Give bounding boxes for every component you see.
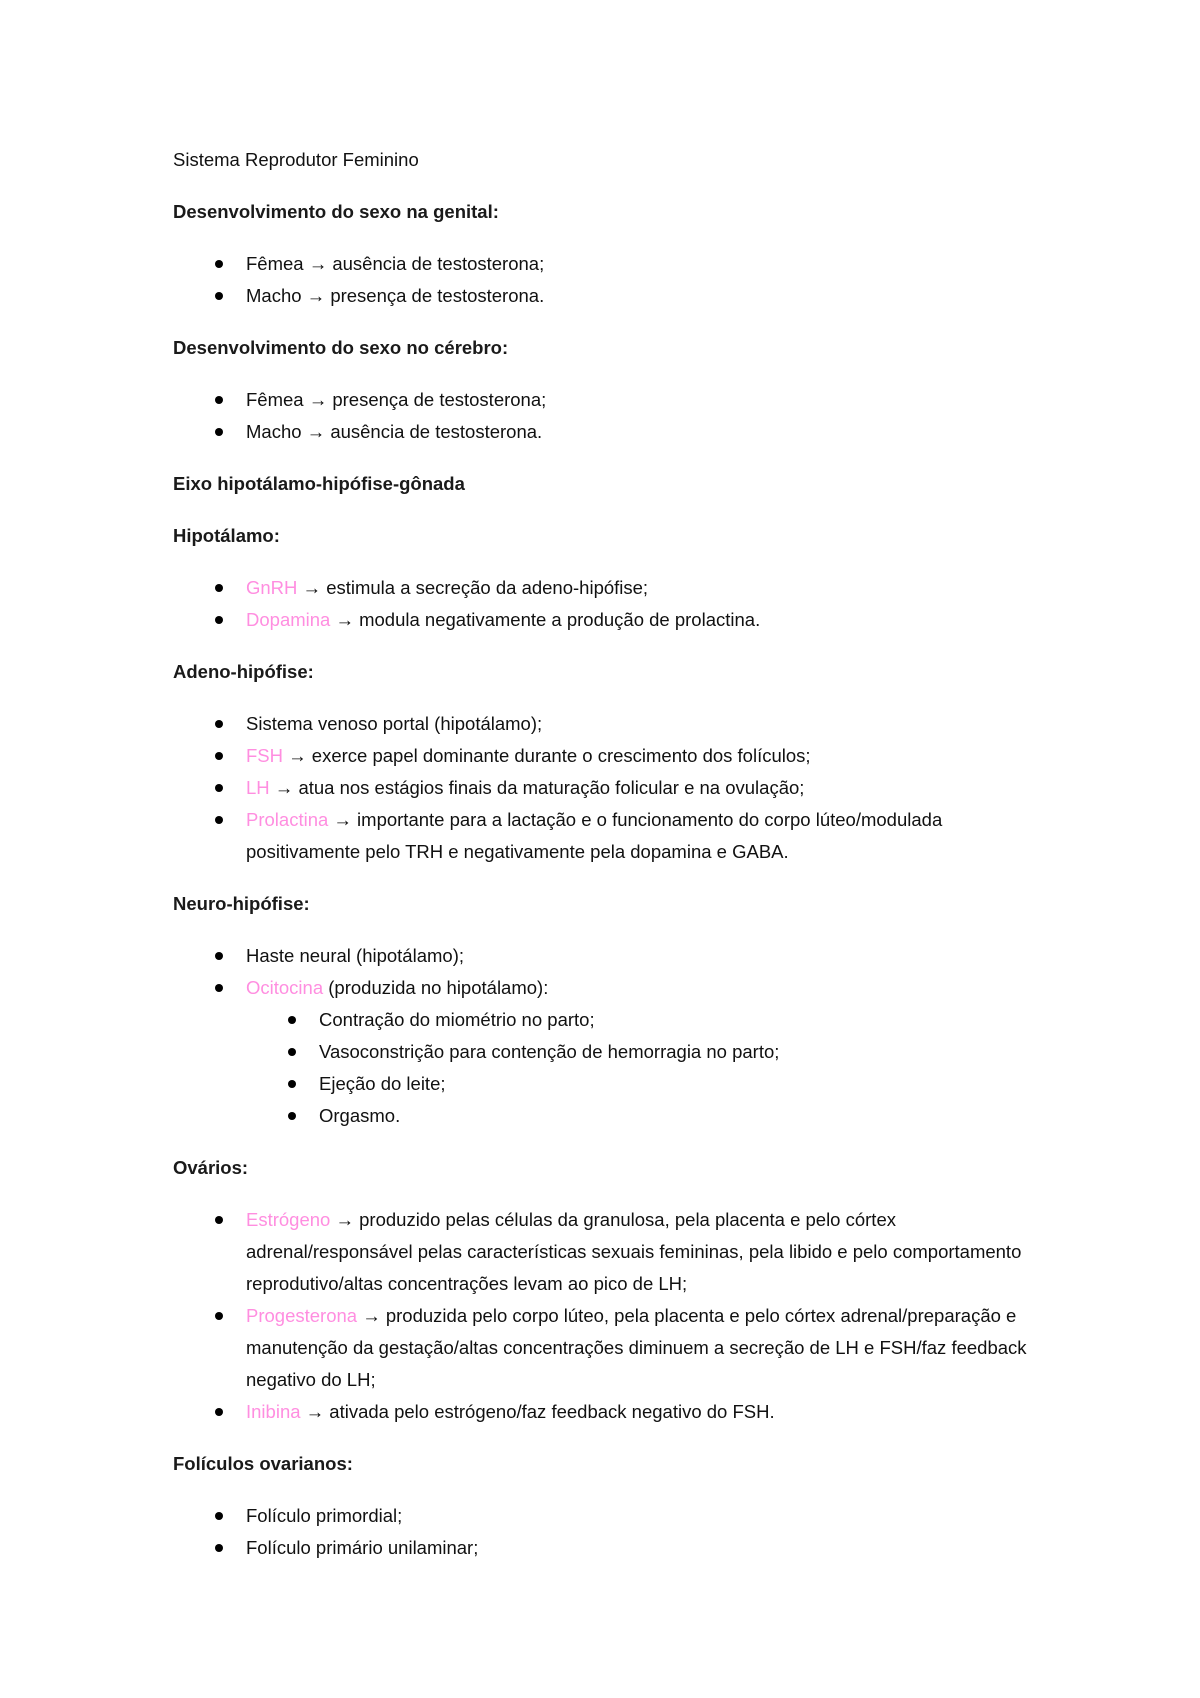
heading-adeno: Adeno-hipófise: [173, 661, 314, 682]
document-title: Sistema Reprodutor Feminino [173, 149, 419, 170]
list-genital [173, 248, 1053, 312]
list-item [173, 804, 1053, 868]
list-item: Folículo primário unilaminar; [173, 1532, 1053, 1564]
highlighted-term: Ocitocina [246, 977, 324, 998]
term: Fêmea [246, 389, 304, 410]
sublist-item: Vasoconstrição para contenção de hemorragia no parto; [246, 1036, 1053, 1068]
list-item [173, 972, 1053, 1132]
item-text: importante para a lactação e o funcionamento do corpo lúteo/modulada positivamente pelo TRH e negativamente pela dopamina e GABA. [246, 809, 943, 862]
item-text: presença de testosterona. [330, 285, 545, 306]
item-text: produzida pelo corpo lúteo, pela placenta e pelo córtex adrenal/preparação e manutenção da gestação/altas concentrações diminuem a secreção de LH e FSH/faz feedback negativo do LH; [246, 1305, 1027, 1390]
term: Macho [246, 285, 302, 306]
item-text: produzido pelas células da granulosa, pela placenta e pelo córtex adrenal/responsável pelas características sexuais femininas, pela libido e pelo comportamento reprodutivo/altas concentrações levam ao pico de LH; [246, 1209, 1022, 1294]
list-ovarios [173, 1204, 1053, 1428]
item-text: modula negativamente a produção de prolactina. [359, 609, 761, 630]
arrow-right-icon: → [305, 1401, 325, 1422]
arrow-right-icon: → [288, 745, 307, 766]
list-item [173, 1204, 1053, 1300]
document-body [173, 144, 1053, 1564]
list-item: Folículo primordial; [173, 1500, 1053, 1532]
sublist-item: Ejeção do leite; [246, 1068, 1053, 1100]
item-text: ausência de testosterona; [332, 253, 545, 274]
list-neuro [173, 940, 1053, 1132]
highlighted-term: LH [246, 777, 270, 798]
list-foliculos [173, 1500, 1053, 1564]
arrow-right-icon: → [308, 253, 328, 274]
list-item [173, 740, 1053, 772]
sublist-item: Orgasmo. [246, 1100, 1053, 1132]
item-text: ativada pelo estrógeno/faz feedback negativo do FSH. [329, 1401, 775, 1422]
heading-foliculos: Folículos ovarianos: [173, 1453, 353, 1474]
list-item [173, 1300, 1053, 1396]
arrow-right-icon: → [308, 389, 328, 410]
item-text: (produzida no hipotálamo): [328, 977, 549, 998]
list-item [173, 772, 1053, 804]
term: Macho [246, 421, 302, 442]
sublist-ocitocina [246, 1004, 1053, 1132]
heading-neuro: Neuro-hipófise: [173, 893, 310, 914]
item-text: atua nos estágios finais da maturação folicular e na ovulação; [298, 777, 805, 798]
list-item [173, 280, 1053, 312]
highlighted-term: Dopamina [246, 609, 331, 630]
list-cerebro [173, 384, 1053, 448]
list-item [173, 248, 1053, 280]
list-item: Sistema venoso portal (hipotálamo); [173, 708, 1053, 740]
list-hipotalamo [173, 572, 1053, 636]
list-item [173, 572, 1053, 604]
list-item: Haste neural (hipotálamo); [173, 940, 1053, 972]
item-text: estimula a secreção da adeno-hipófise; [326, 577, 649, 598]
arrow-right-icon: → [335, 609, 354, 630]
highlighted-term: Prolactina [246, 809, 329, 830]
arrow-right-icon: → [274, 777, 294, 798]
arrow-right-icon: → [306, 285, 326, 306]
arrow-right-icon: → [333, 809, 352, 830]
highlighted-term: Progesterona [246, 1305, 358, 1326]
heading-ovarios: Ovários: [173, 1157, 249, 1178]
list-adeno [173, 708, 1053, 868]
heading-eixo: Eixo hipotálamo-hipófise-gônada [173, 473, 465, 494]
heading-cerebro: Desenvolvimento do sexo no cérebro: [173, 337, 509, 358]
highlighted-term: FSH [246, 745, 283, 766]
item-text: ausência de testosterona. [330, 421, 543, 442]
list-item [173, 384, 1053, 416]
list-item [173, 416, 1053, 448]
item-text: exerce papel dominante durante o crescimento dos folículos; [311, 745, 811, 766]
arrow-right-icon: → [302, 577, 322, 598]
highlighted-term: Inibina [246, 1401, 301, 1422]
arrow-right-icon: → [362, 1305, 381, 1326]
term: Fêmea [246, 253, 304, 274]
sublist-item: Contração do miométrio no parto; [246, 1004, 1053, 1036]
list-item [173, 604, 1053, 636]
arrow-right-icon: → [306, 421, 326, 442]
highlighted-term: GnRH [246, 577, 298, 598]
item-text: presença de testosterona; [332, 389, 547, 410]
arrow-right-icon: → [335, 1209, 354, 1230]
list-item [173, 1396, 1053, 1428]
heading-hipotalamo: Hipotálamo: [173, 525, 280, 546]
heading-genital: Desenvolvimento do sexo na genital: [173, 201, 499, 222]
highlighted-term: Estrógeno [246, 1209, 331, 1230]
